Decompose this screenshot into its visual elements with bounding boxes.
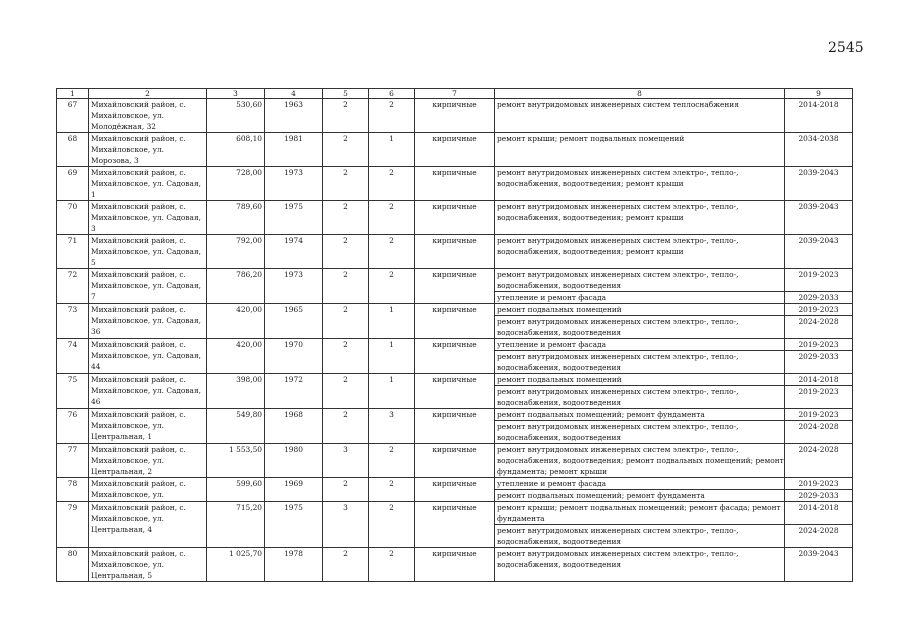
address-cell (89, 304, 207, 339)
year-cell: 1972 (265, 374, 323, 409)
col-header-9: 9 (785, 89, 853, 99)
table-row (57, 502, 853, 525)
floors-cell: 2 (323, 374, 369, 409)
works-cell (495, 99, 785, 133)
table-row (57, 548, 853, 582)
year-cell: 1974 (265, 235, 323, 269)
row-number: 75 (57, 374, 89, 409)
address-line: Михайловский район, с. (91, 410, 186, 419)
address-line: Михайловский район, с. (91, 202, 186, 211)
works-cell (495, 478, 785, 490)
area-cell: 599,60 (207, 478, 265, 502)
works-cell (495, 351, 785, 374)
floors-cell: 2 (323, 339, 369, 374)
year-cell: 1978 (265, 548, 323, 582)
table-row (57, 201, 853, 235)
table-row (57, 478, 853, 490)
works-line: ремонт внутридомовых инженерных систем электро-, тепло-, (497, 270, 739, 279)
col-header-2: 2 (89, 89, 207, 99)
address-line: Михайловское, ул. (91, 111, 164, 120)
walls-cell: кирпичные (415, 339, 495, 374)
floors-cell: 2 (323, 167, 369, 201)
address-line: Центральная, 5 (91, 571, 153, 580)
year-cell: 1968 (265, 409, 323, 444)
page-number: 2545 (828, 40, 864, 56)
walls-cell: кирпичные (415, 304, 495, 339)
address-line: Михайловское, ул. Садовая, (91, 351, 201, 360)
floors-cell: 2 (323, 409, 369, 444)
year-cell: 1975 (265, 201, 323, 235)
period-cell: 2024-2028 (785, 444, 853, 478)
address-line: Михайловский район, с. (91, 375, 186, 384)
walls-cell: кирпичные (415, 133, 495, 167)
area-cell: 608,10 (207, 133, 265, 167)
area-cell: 1 025,70 (207, 548, 265, 582)
row-number: 76 (57, 409, 89, 444)
address-line: Михайловский район, с. (91, 340, 186, 349)
address-line: Михайловское, ул. Садовая, (91, 281, 201, 290)
row-number: 71 (57, 235, 89, 269)
table-row (57, 444, 853, 478)
entrances-cell: 2 (369, 548, 415, 582)
period-cell: 2039-2043 (785, 548, 853, 582)
address-cell (89, 444, 207, 478)
works-line: ремонт внутридомовых инженерных систем электро-, тепло-, (497, 526, 739, 535)
works-line: ремонт крыши; ремонт подвальных помещений; ремонт фасада; ремонт (497, 503, 781, 512)
address-line: Михайловский район, с. (91, 100, 186, 109)
walls-cell: кирпичные (415, 409, 495, 444)
repair-register-table (56, 88, 853, 582)
year-cell: 1973 (265, 167, 323, 201)
works-line: ремонт внутридомовых инженерных систем электро-, тепло-, (497, 168, 739, 177)
period-cell: 2024-2028 (785, 525, 853, 548)
period-cell: 2029-2033 (785, 292, 853, 304)
works-line: ремонт внутридомовых инженерных систем теплоснабжения (497, 100, 739, 109)
period-cell: 2039-2043 (785, 235, 853, 269)
works-line: водоснабжения, водоотведения; ремонт подвальных помещений; ремонт (497, 456, 784, 465)
year-cell: 1969 (265, 478, 323, 502)
year-cell: 1981 (265, 133, 323, 167)
period-cell: 2019-2023 (785, 304, 853, 316)
entrances-cell: 1 (369, 374, 415, 409)
walls-cell: кирпичные (415, 444, 495, 478)
year-cell: 1973 (265, 269, 323, 304)
floors-cell: 2 (323, 201, 369, 235)
works-line: ремонт крыши; ремонт подвальных помещений (497, 134, 685, 143)
works-cell (495, 548, 785, 582)
entrances-cell: 2 (369, 201, 415, 235)
walls-cell: кирпичные (415, 548, 495, 582)
address-cell (89, 548, 207, 582)
address-line: Михайловский район, с. (91, 236, 186, 245)
row-number: 68 (57, 133, 89, 167)
entrances-cell: 2 (369, 269, 415, 304)
address-line: Михайловский район, с. (91, 134, 186, 143)
floors-cell: 2 (323, 304, 369, 339)
floors-cell: 2 (323, 478, 369, 502)
address-line: 1 (91, 190, 96, 199)
table-row (57, 235, 853, 269)
row-number: 70 (57, 201, 89, 235)
works-cell (495, 421, 785, 444)
works-cell (495, 316, 785, 339)
works-line: ремонт внутридомовых инженерных систем электро-, тепло-, (497, 202, 739, 211)
walls-cell: кирпичные (415, 235, 495, 269)
address-line: Михайловский район, с. (91, 270, 186, 279)
year-cell: 1980 (265, 444, 323, 478)
walls-cell: кирпичные (415, 269, 495, 304)
area-cell: 420,00 (207, 304, 265, 339)
works-line: водоснабжения, водоотведения (497, 281, 622, 290)
works-line: ремонт внутридомовых инженерных систем электро-, тепло-, (497, 422, 739, 431)
works-line: ремонт подвальных помещений (497, 305, 622, 314)
works-line: ремонт подвальных помещений; ремонт фундамента (497, 491, 705, 500)
table-row (57, 304, 853, 316)
works-line: водоснабжения, водоотведения (497, 560, 622, 569)
floors-cell: 2 (323, 235, 369, 269)
works-cell (495, 292, 785, 304)
entrances-cell: 2 (369, 235, 415, 269)
address-cell (89, 502, 207, 548)
area-cell: 549,80 (207, 409, 265, 444)
works-line: утепление и ремонт фасада (497, 479, 607, 488)
works-line: утепление и ремонт фасада (497, 293, 607, 302)
table-row (57, 133, 853, 167)
works-line: водоснабжения, водоотведения (497, 433, 622, 442)
address-cell (89, 235, 207, 269)
address-line: 5 (91, 258, 96, 267)
period-cell: 2019-2023 (785, 339, 853, 351)
address-line: Морозова, 3 (91, 156, 139, 165)
area-cell: 530,60 (207, 99, 265, 133)
works-line: ремонт внутридомовых инженерных систем электро-, тепло-, (497, 549, 739, 558)
col-header-7: 7 (415, 89, 495, 99)
works-line: ремонт внутридомовых инженерных систем электро-, тепло-, (497, 387, 739, 396)
works-cell (495, 269, 785, 292)
address-line: 36 (91, 327, 101, 336)
works-line: ремонт подвальных помещений; ремонт фундамента (497, 410, 705, 419)
works-line: ремонт подвальных помещений (497, 375, 622, 384)
address-cell (89, 409, 207, 444)
address-cell (89, 167, 207, 201)
row-number: 80 (57, 548, 89, 582)
address-line: Михайловское, ул. (91, 514, 164, 523)
entrances-cell: 3 (369, 409, 415, 444)
address-cell (89, 374, 207, 409)
works-line: фундамента; ремонт крыши (497, 467, 608, 476)
row-number: 69 (57, 167, 89, 201)
address-line: Михайловское, ул. (91, 456, 164, 465)
entrances-cell: 1 (369, 304, 415, 339)
works-line: водоснабжения, водоотведения; ремонт крыши (497, 213, 684, 222)
walls-cell: кирпичные (415, 502, 495, 548)
entrances-cell: 1 (369, 133, 415, 167)
address-line: Михайловский район, с. (91, 549, 186, 558)
period-cell: 2019-2023 (785, 386, 853, 409)
floors-cell: 2 (323, 99, 369, 133)
address-line: Молодёжная, 32 (91, 122, 156, 131)
row-number: 79 (57, 502, 89, 548)
walls-cell: кирпичные (415, 374, 495, 409)
works-cell (495, 525, 785, 548)
floors-cell: 2 (323, 269, 369, 304)
works-line: водоснабжения, водоотведения (497, 537, 622, 546)
works-line: водоснабжения, водоотведения (497, 398, 622, 407)
works-cell (495, 133, 785, 167)
area-cell: 1 553,50 (207, 444, 265, 478)
address-line: Михайловский район, с. (91, 479, 186, 488)
year-cell: 1975 (265, 502, 323, 548)
entrances-cell: 2 (369, 502, 415, 548)
works-line: фундамента (497, 514, 545, 523)
address-line: Михайловское, ул. Садовая, (91, 213, 201, 222)
floors-cell: 2 (323, 548, 369, 582)
address-line: Михайловское, ул. (91, 490, 164, 499)
works-cell (495, 304, 785, 316)
col-header-5: 5 (323, 89, 369, 99)
works-line: ремонт внутридомовых инженерных систем электро-, тепло-, (497, 352, 739, 361)
address-cell (89, 269, 207, 304)
address-line: Михайловское, ул. (91, 560, 164, 569)
address-line: Михайловское, ул. Садовая, (91, 386, 201, 395)
address-line: Центральная, 2 (91, 467, 153, 476)
period-cell: 2019-2023 (785, 409, 853, 421)
col-header-6: 6 (369, 89, 415, 99)
col-header-1: 1 (57, 89, 89, 99)
area-cell: 715,20 (207, 502, 265, 548)
table-row (57, 167, 853, 201)
period-cell: 2019-2023 (785, 269, 853, 292)
entrances-cell: 2 (369, 478, 415, 502)
works-cell (495, 444, 785, 478)
walls-cell: кирпичные (415, 167, 495, 201)
period-cell: 2024-2028 (785, 316, 853, 339)
address-line: Михайловское, ул. (91, 421, 164, 430)
column-number-header-row (57, 89, 853, 99)
entrances-cell: 1 (369, 339, 415, 374)
address-line: 7 (91, 292, 96, 301)
walls-cell: кирпичные (415, 99, 495, 133)
address-line: Михайловский район, с. (91, 305, 186, 314)
address-line: 3 (91, 224, 96, 233)
year-cell: 1965 (265, 304, 323, 339)
works-cell (495, 201, 785, 235)
address-cell (89, 339, 207, 374)
period-cell: 2034-2038 (785, 133, 853, 167)
works-cell (495, 339, 785, 351)
address-line: Центральная, 1 (91, 432, 153, 441)
period-cell: 2019-2023 (785, 478, 853, 490)
period-cell: 2014-2018 (785, 502, 853, 525)
address-line: Михайловский район, с. (91, 445, 186, 454)
table-row (57, 409, 853, 421)
works-line: утепление и ремонт фасада (497, 340, 607, 349)
area-cell: 420,00 (207, 339, 265, 374)
col-header-8: 8 (495, 89, 785, 99)
address-cell (89, 201, 207, 235)
works-line: водоснабжения, водоотведения; ремонт крыши (497, 247, 684, 256)
period-cell: 2014-2018 (785, 374, 853, 386)
address-cell (89, 133, 207, 167)
period-cell: 2039-2043 (785, 167, 853, 201)
col-header-3: 3 (207, 89, 265, 99)
row-number: 73 (57, 304, 89, 339)
table-row (57, 99, 853, 133)
works-line: ремонт внутридомовых инженерных систем электро-, тепло-, (497, 445, 739, 454)
address-line: Михайловский район, с. (91, 168, 186, 177)
address-line: Михайловское, ул. (91, 145, 164, 154)
works-cell (495, 167, 785, 201)
period-cell: 2024-2028 (785, 421, 853, 444)
floors-cell: 3 (323, 444, 369, 478)
works-line: ремонт внутридомовых инженерных систем электро-, тепло-, (497, 317, 739, 326)
walls-cell: кирпичные (415, 201, 495, 235)
works-cell (495, 409, 785, 421)
row-number: 77 (57, 444, 89, 478)
area-cell: 789,60 (207, 201, 265, 235)
entrances-cell: 2 (369, 167, 415, 201)
area-cell: 728,00 (207, 167, 265, 201)
works-line: водоснабжения, водоотведения (497, 363, 622, 372)
address-line: Михайловское, ул. Садовая, (91, 316, 201, 325)
address-line: Михайловское, ул. Садовая, (91, 247, 201, 256)
works-cell (495, 502, 785, 525)
works-line: водоснабжения, водоотведения; ремонт крыши (497, 179, 684, 188)
address-line: 44 (91, 362, 101, 371)
entrances-cell: 2 (369, 444, 415, 478)
works-cell (495, 490, 785, 502)
address-line: Центральная, 4 (91, 525, 153, 534)
works-cell (495, 235, 785, 269)
col-header-4: 4 (265, 89, 323, 99)
entrances-cell: 2 (369, 99, 415, 133)
works-cell (495, 386, 785, 409)
address-line: Михайловский район, с. (91, 503, 186, 512)
floors-cell: 3 (323, 502, 369, 548)
table-body (57, 99, 853, 582)
works-line: водоснабжения, водоотведения (497, 328, 622, 337)
period-cell: 2039-2043 (785, 201, 853, 235)
area-cell: 786,20 (207, 269, 265, 304)
year-cell: 1970 (265, 339, 323, 374)
row-number: 78 (57, 478, 89, 502)
row-number: 67 (57, 99, 89, 133)
address-line: 46 (91, 397, 101, 406)
address-line: Михайловское, ул. Садовая, (91, 179, 201, 188)
row-number: 72 (57, 269, 89, 304)
period-cell: 2014-2018 (785, 99, 853, 133)
area-cell: 792,00 (207, 235, 265, 269)
address-cell (89, 99, 207, 133)
floors-cell: 2 (323, 133, 369, 167)
works-cell (495, 374, 785, 386)
walls-cell: кирпичные (415, 478, 495, 502)
area-cell: 398,00 (207, 374, 265, 409)
address-cell (89, 478, 207, 502)
table-row (57, 269, 853, 292)
table-row (57, 374, 853, 386)
period-cell: 2029-2033 (785, 490, 853, 502)
period-cell: 2029-2033 (785, 351, 853, 374)
table-row (57, 339, 853, 351)
works-line: ремонт внутридомовых инженерных систем электро-, тепло-, (497, 236, 739, 245)
year-cell: 1963 (265, 99, 323, 133)
row-number: 74 (57, 339, 89, 374)
